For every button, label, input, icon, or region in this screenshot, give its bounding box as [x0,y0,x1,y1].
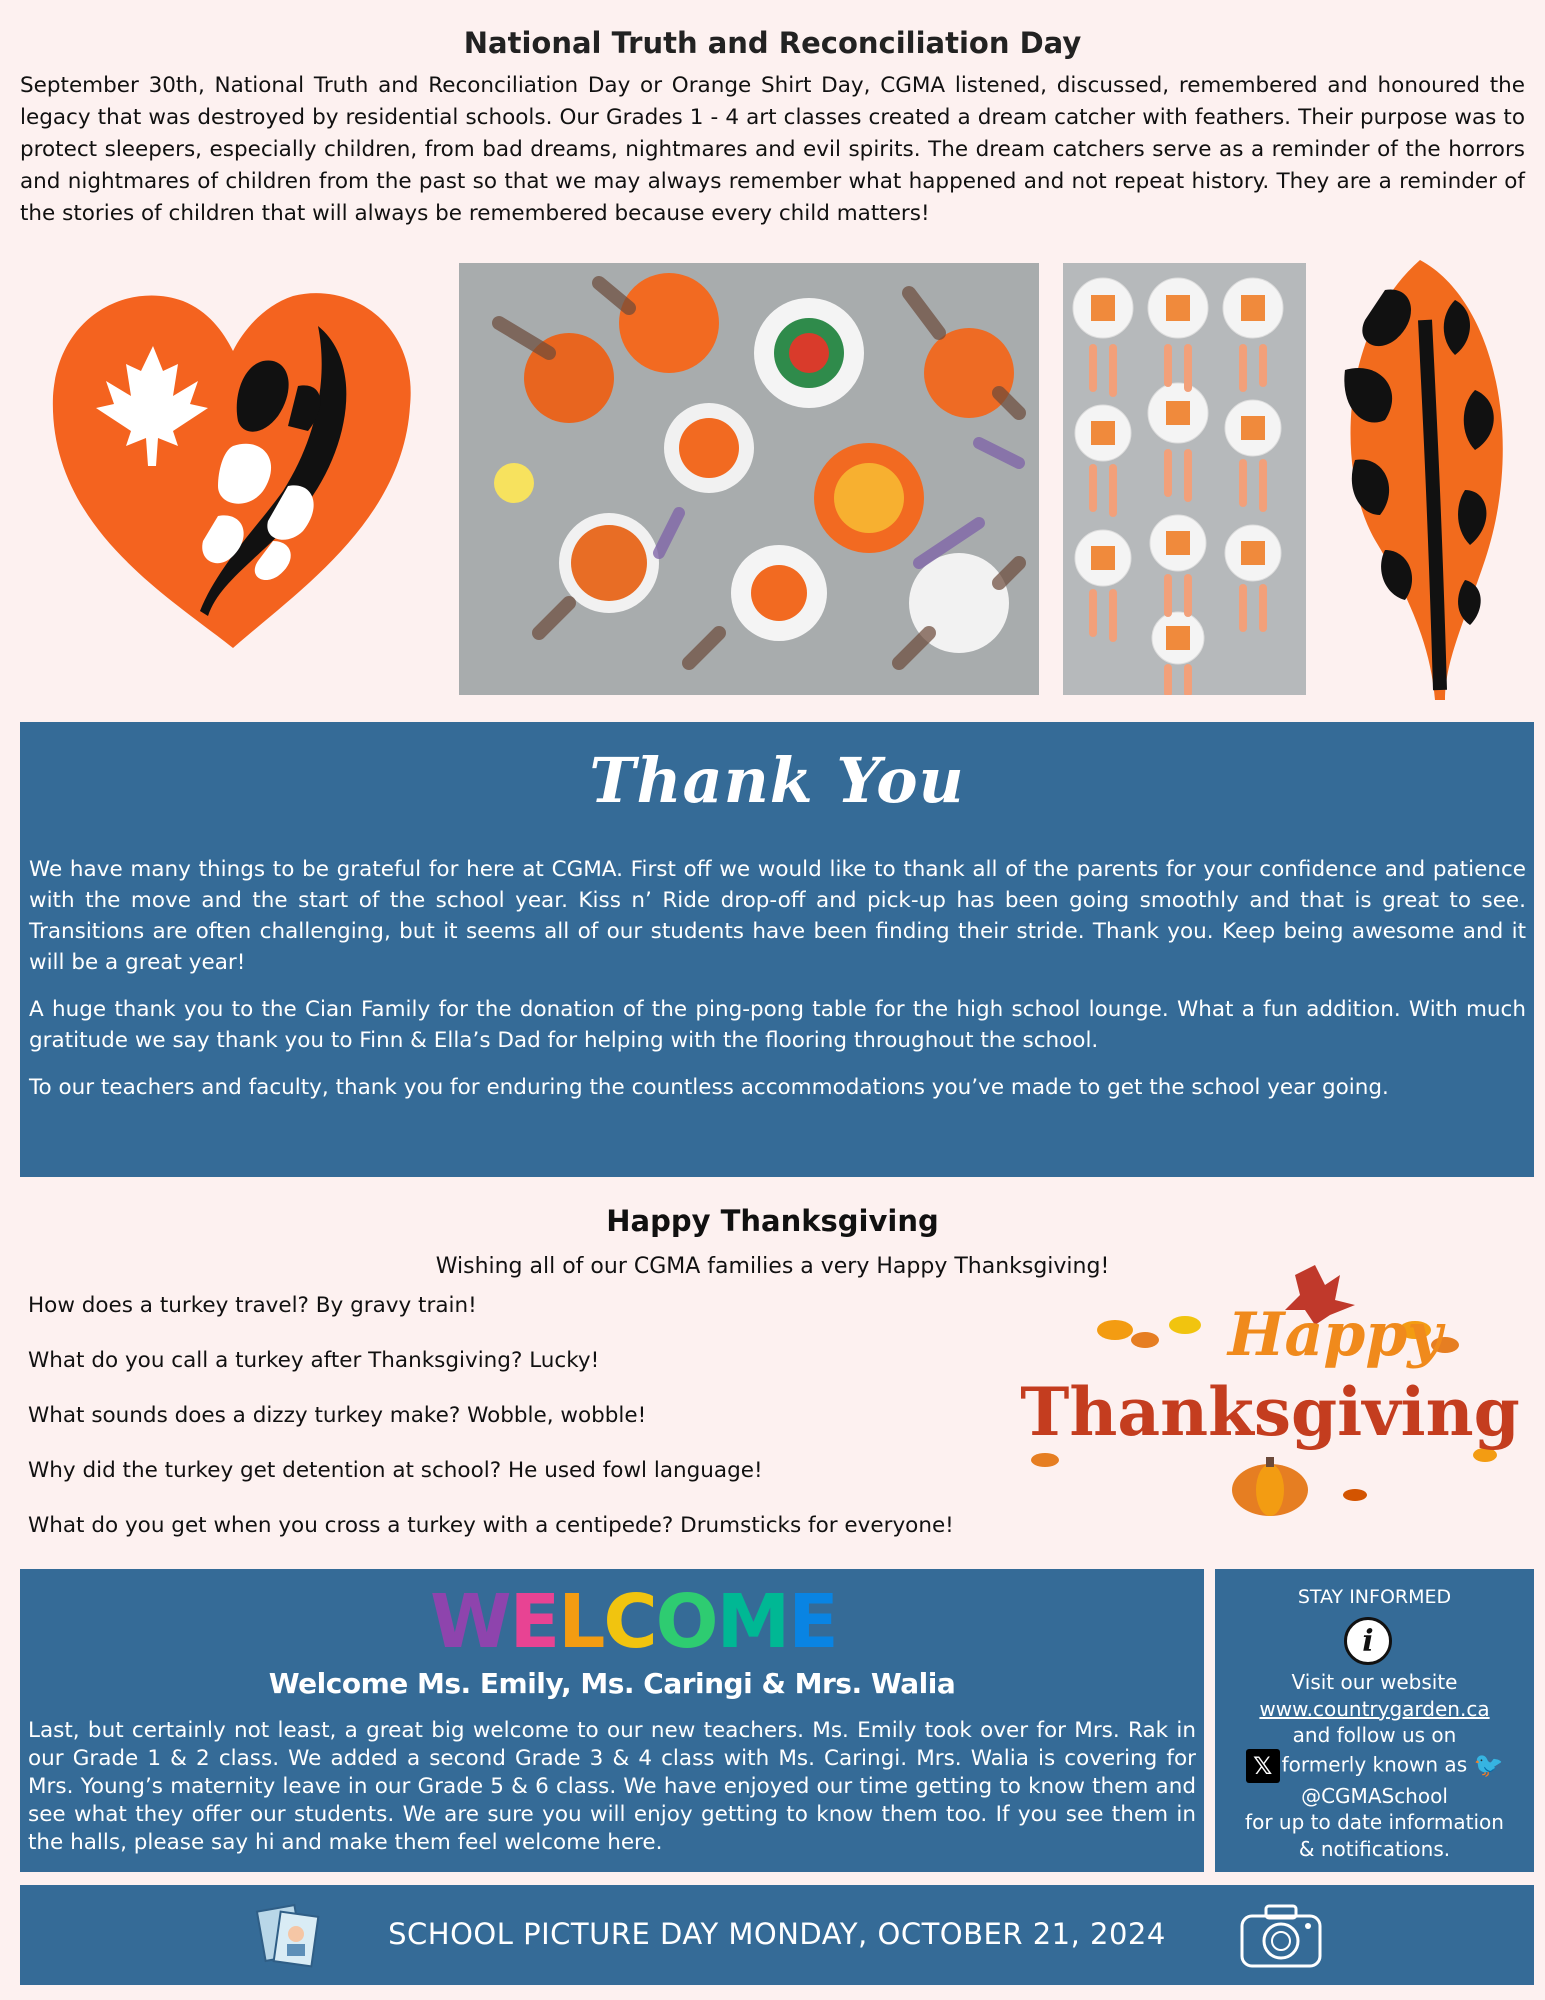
stay-informed-title: STAY INFORMED [1297,1586,1452,1608]
stay-line: and follow us on [1292,1723,1457,1747]
thank-you-body [29,854,1526,1119]
joke-item: How does a turkey travel? By gravy train! [28,1293,477,1318]
orange-heart-image [48,286,418,648]
picture-day-text: SCHOOL PICTURE DAY MONDAY, OCTOBER 21, 2024 [388,1917,1166,1951]
graphic-word-happy: Happy [1227,1300,1443,1370]
joke-item: What do you get when you cross a turkey with a centipede? Drumsticks for everyone! [28,1513,954,1538]
stay-line: formerly known as [1281,1752,1468,1776]
welcome-body: Last, but certainly not least, a great big welcome to our new teachers. Ms. Emily took over for Mrs. Rak in our Grade 1 & 2 class. We added a second Grade 3 & 4 class with Ms. Caringi. Mrs. Walia is covering for Mrs. Young’s maternity leave in our Grade 5 & 6 class. We have enjoyed our time getting to know them and see what they offer our students. We are sure you will enjoy getting to know them too. If you see them in the halls, please say hi and make them feel welcome here. [28,1718,1196,1855]
truth-day-title: National Truth and Reconciliation Day [463,26,1082,60]
info-icon: i [1344,1617,1392,1665]
thank-you-paragraph: To our teachers and faculty, thank you for enduring the countless accommodations you’ve made to get the school year going. [29,1075,1389,1100]
thank-you-title: Thank You [589,744,965,817]
welcome-letter: M [716,1579,789,1665]
thank-you-paragraph: A huge thank you to the Cian Family for the donation of the ping-pong table for the high school lounge. What a fun addition. With much gratitude we say thank you to Finn & Ella’s Dad for helping with the flooring throughout the school. [29,997,1526,1053]
happy-thanksgiving-graphic [1015,1255,1525,1535]
truth-day-body: September 30th, National Truth and Reconciliation Day or Orange Shirt Day, CGMA listened, discussed, remembered and honoured the legacy that was destroyed by residential schools. Our Grades 1 - 4 art classes created a dream catcher with feathers. Their purpose was to protect sleepers, especially children, from bad dreams, nightmares and evil spirits. The dream catchers serve as a reminder of the horrors and nightmares of children from the past so that we may always remember what happened and not repeat history. They are a reminder of the stories of children that will always be remembered because every child matters! [20,73,1525,226]
welcome-letter: E [509,1579,559,1665]
welcome-title: Welcome Ms. Emily, Ms. Caringi & Mrs. Walia [268,1667,956,1700]
twitter-bird-icon[interactable]: 🐦 [1473,1751,1504,1780]
website-link[interactable]: www.countrygarden.ca [1259,1696,1490,1721]
stay-informed-text [1215,1669,1534,1862]
welcome-letter: W [430,1579,510,1665]
orange-feather-image [1325,260,1520,700]
stay-line: Visit our website [1291,1670,1458,1694]
paper-plate-dream-catcher-photo [1063,263,1306,695]
joke-item: Why did the turkey get detention at school? He used fowl language! [28,1458,763,1483]
thank-you-paragraph: We have many things to be grateful for here at CGMA. First off we would like to thank all of the parents for your confidence and patience with the move and the start of the school year. Kiss n’ Ride drop-off and pick-up has been going smoothly and that is great to see. Transitions are often challenging, but it seems all of our students have been finding their stride. Thank you. Keep being awesome and it will be a great year! [29,857,1526,975]
joke-item: What do you call a turkey after Thanksgiving? Lucky! [28,1348,600,1373]
turkey-jokes-list [28,1293,1028,1568]
welcome-letter: E [788,1579,837,1665]
stay-informed-section [1215,1569,1534,1872]
graphic-word-thanksgiving: Thanksgiving [1020,1373,1520,1451]
stay-line: for up to date information [1245,1810,1504,1834]
dream-catcher-photo [459,263,1039,695]
thanksgiving-subtitle: Wishing all of our CGMA families a very Happy Thanksgiving! [435,1254,1110,1279]
thanksgiving-title: Happy Thanksgiving [606,1204,939,1238]
camera-icon [1238,1900,1324,1970]
x-logo-icon[interactable]: 𝕏 [1246,1749,1280,1783]
joke-item: What sounds does a dizzy turkey make? Wobble, wobble! [28,1403,647,1428]
picture-day-banner [20,1885,1534,1985]
welcome-letter: O [655,1579,717,1665]
welcome-letter: L [558,1579,604,1665]
welcome-section [20,1569,1204,1872]
thank-you-section [20,722,1534,1177]
stay-line: & notifications. [1298,1836,1451,1861]
twitter-handle[interactable]: @CGMASchool [1301,1783,1448,1808]
welcome-banner [430,1579,837,1665]
welcome-letter: C [603,1579,656,1665]
pumpkin-icon [1232,1457,1308,1516]
